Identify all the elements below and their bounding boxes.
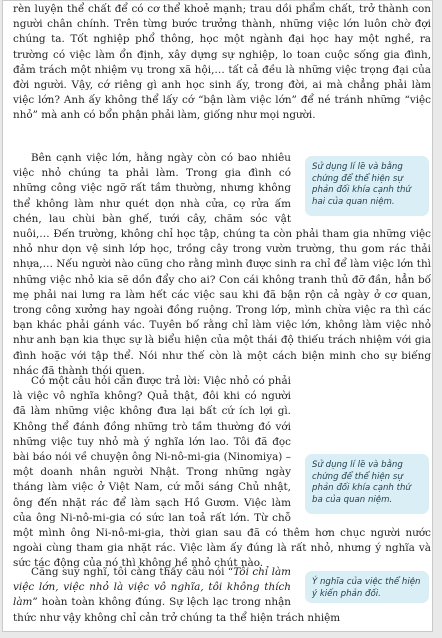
margin-note-3: Ý nghĩa của việc thể hiện ý kiến phản đối. (305, 571, 429, 603)
paragraph-1: rèn luyện thể chất để có cơ thể khoẻ mạnh; trau dồi phẩm chất, trở thành con người chân chính. Trên từng bước trưởng thành, những việc lớn luôn chờ đợi chúng ta. Tốt nghiệp phổ thông, học một ngành đại học hay một nghề, ra trường có việc làm ổn định, xây dựng sự nghiệp, lo toan cuộc sống gia đình, đảm trách một nhiệm vụ trong xã hội,… tất cả đều là những việc trọng đại của đời người. Vậy, cớ riêng gì anh học sinh ấy, trong đời, ai mà chẳng phải làm việc lớn? Anh ấy không thể lấy cớ “bận làm việc lớn” để né tránh những “việc nhỏ” mà anh có bổn phận phải làm, giống như mọi người. (13, 3, 431, 122)
margin-note-1: Sử dụng lí lẽ và bằng chứng để thể hiện sự phản đối khía cạnh thứ hai của quan niệm. (305, 156, 429, 216)
margin-note-2: Sử dụng lí lẽ và bằng chứng để thể hiện sự phản đối khía cạnh thứ ba của quan niệm. (305, 454, 429, 514)
paragraph-4-text: Căng suy nghĩ, tôi càng thấy câu nói “Tôi chỉ làm việc lớn, việc nhỏ là việc vô nghĩa, tôi không thích làm” hoàn toàn không đúng. Sự lệch lạc trong nhận thức như vậy không chỉ cản trở chúng ta thể hiện trách nhiệm (13, 566, 341, 624)
paragraph-2-text: Bên cạnh việc lớn, hằng ngày còn có bao nhiêu việc nhỏ chúng ta phải làm. Trong gia đình có những công việc ngỡ rất tầm thường, nhưng không thể không làm như quét dọn nhà cửa, cọ rửa ấm chén, lau chùi bàn ghế, tưới cây, chăm sóc vật nuôi,… Đến trường, không chỉ học tập, chúng ta còn phải tham gia những việc nhỏ như dọn vệ sinh lớp học, trồng cây trong vườn trường, thu gom rác thải nhựa,… Nếu người nào cũng cho rằng mình được sinh ra chỉ để làm việc lớn thì những việc nhỏ kia sẽ dồn đẩy cho ai? Con cái không tranh thủ đỡ đần, hẳn bố mẹ phải nai lưng ra làm hết các việc sau khi đã bận rộn cả ngày ở cơ quan, trong công xưởng hay ngoài đồng ruộng. Trong lớp, mình chừa việc ra thì các bạn khác phải gánh vác. Tuyên bố rằng chỉ làm việc lớn, không làm việc nhỏ như anh bạn kia thực sự là biểu hiện của một thái độ thiếu trách nhiệm với gia đình hoặc với tập thể. Nói như thế còn là một cách biện minh cho sự biếng nhác đã thành thói quen. (13, 152, 431, 377)
textbook-page (2, 0, 433, 632)
quoted-statement: Tôi chỉ làm việc lớn, việc nhỏ là việc vô nghĩa, tôi không thích làm (13, 566, 292, 609)
paragraph-3-text: Có một câu hỏi cần được trả lời: Việc nhỏ có phải là việc vô nghĩa không? Quả thật, đôi khi có người đã làm những việc không đưa lại bất cứ ích lợi gì. Không thể đánh đồng những trò tầm thường đó với những việc tuy nhỏ mà ý nghĩa lớn lao. Tôi đã đọc bài báo nói về chuyện ông Ni-nô-mi-gia (Ninomiya) – một doanh nhân người Nhật. Trong những ngày tháng làm việc ở Việt Nam, cứ mỗi sáng Chủ nhật, ông đến nhặt rác để làm sạch Hồ Gươm. Việc làm của ông Ni-nô-mi-gia có sức lan toả rất lớn. Từ chỗ một mình ông Ni-nô-mi-gia, thời gian sau đã có thêm hơn chục người nước ngoài cùng tham gia nhặt rác. Việc làm ấy đúng là rất nhỏ, nhưng ý nghĩa và sức tác động của nó thì không hề nhỏ chút nào. (13, 375, 431, 570)
